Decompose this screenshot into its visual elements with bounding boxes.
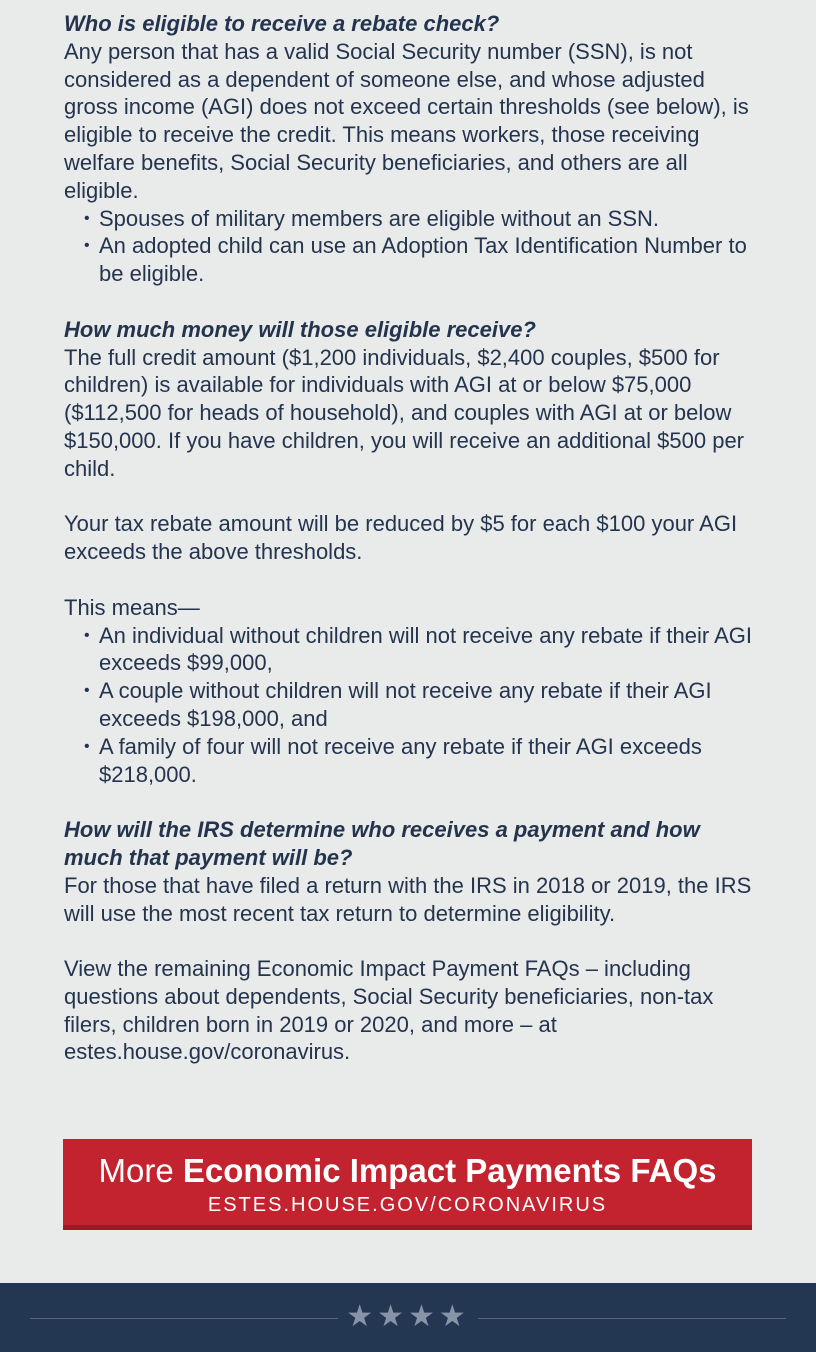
list-item: • Spouses of military members are eligible without an SSN. xyxy=(64,205,754,233)
cta-url: ESTES.HOUSE.GOV/CORONAVIRUS xyxy=(207,1194,608,1216)
more-faqs-button[interactable] xyxy=(63,1139,752,1230)
faq-content xyxy=(64,10,754,1066)
list-item: • A couple without children will not receive any rebate if their AGI exceeds $198,000, and xyxy=(64,677,754,733)
footer xyxy=(0,1283,816,1352)
eligibility-bullets xyxy=(64,205,754,288)
footer-divider-left xyxy=(30,1318,338,1319)
cta-title: Economic Impact Payments FAQs xyxy=(182,1152,717,1189)
list-item: • An individual without children will not receive any rebate if their AGI exceeds $99,000, xyxy=(64,622,754,678)
eligibility-answer: Any person that has a valid Social Security number (SSN), is not considered as a dependent of someone else, and whose adjusted gross income (AGI) does not exceed certain thresholds (see below), is eligible to receive the credit. This means workers, those receiving welfare benefits, Social Security beneficiaries, and others are all eligible. xyxy=(64,38,749,203)
amount-question: How much money will those eligible receive? xyxy=(64,316,536,342)
more-faqs-text: View the remaining Economic Impact Payment FAQs – including questions about dependents, Social Security beneficiaries, non-tax filers, children born in 2019 or 2020, and more – at estes.house.gov/coronavirus. xyxy=(64,956,714,1065)
stars-icon: ★★★★ xyxy=(346,1300,470,1333)
cta-prefix: More xyxy=(98,1152,183,1189)
means-intro: This means— xyxy=(64,594,200,620)
determination-question: How will the IRS determine who receives a payment and how much that payment will be? xyxy=(64,817,700,870)
eligibility-question: Who is eligible to receive a rebate check? xyxy=(64,11,500,36)
cta-title-line xyxy=(63,1151,752,1191)
reduction-text: Your tax rebate amount will be reduced by $5 for each $100 your AGI exceeds the above thresholds. xyxy=(64,511,738,565)
means-bullets xyxy=(64,622,754,789)
list-item: • A family of four will not receive any rebate if their AGI exceeds $218,000. xyxy=(64,733,754,789)
list-item: • An adopted child can use an Adoption Tax Identification Number to be eligible. xyxy=(64,232,754,288)
determination-answer: For those that have filed a return with the IRS in 2018 or 2019, the IRS will use the most recent tax return to determine eligibility. xyxy=(64,872,752,926)
amount-answer: The full credit amount ($1,200 individuals, $2,400 couples, $500 for children) is available for individuals with AGI at or below $75,000 ($112,500 for heads of household), and couples with AGI at or below $150,000. If you have children, you will receive an additional $500 per child. xyxy=(64,344,745,481)
footer-divider-right xyxy=(478,1318,786,1319)
